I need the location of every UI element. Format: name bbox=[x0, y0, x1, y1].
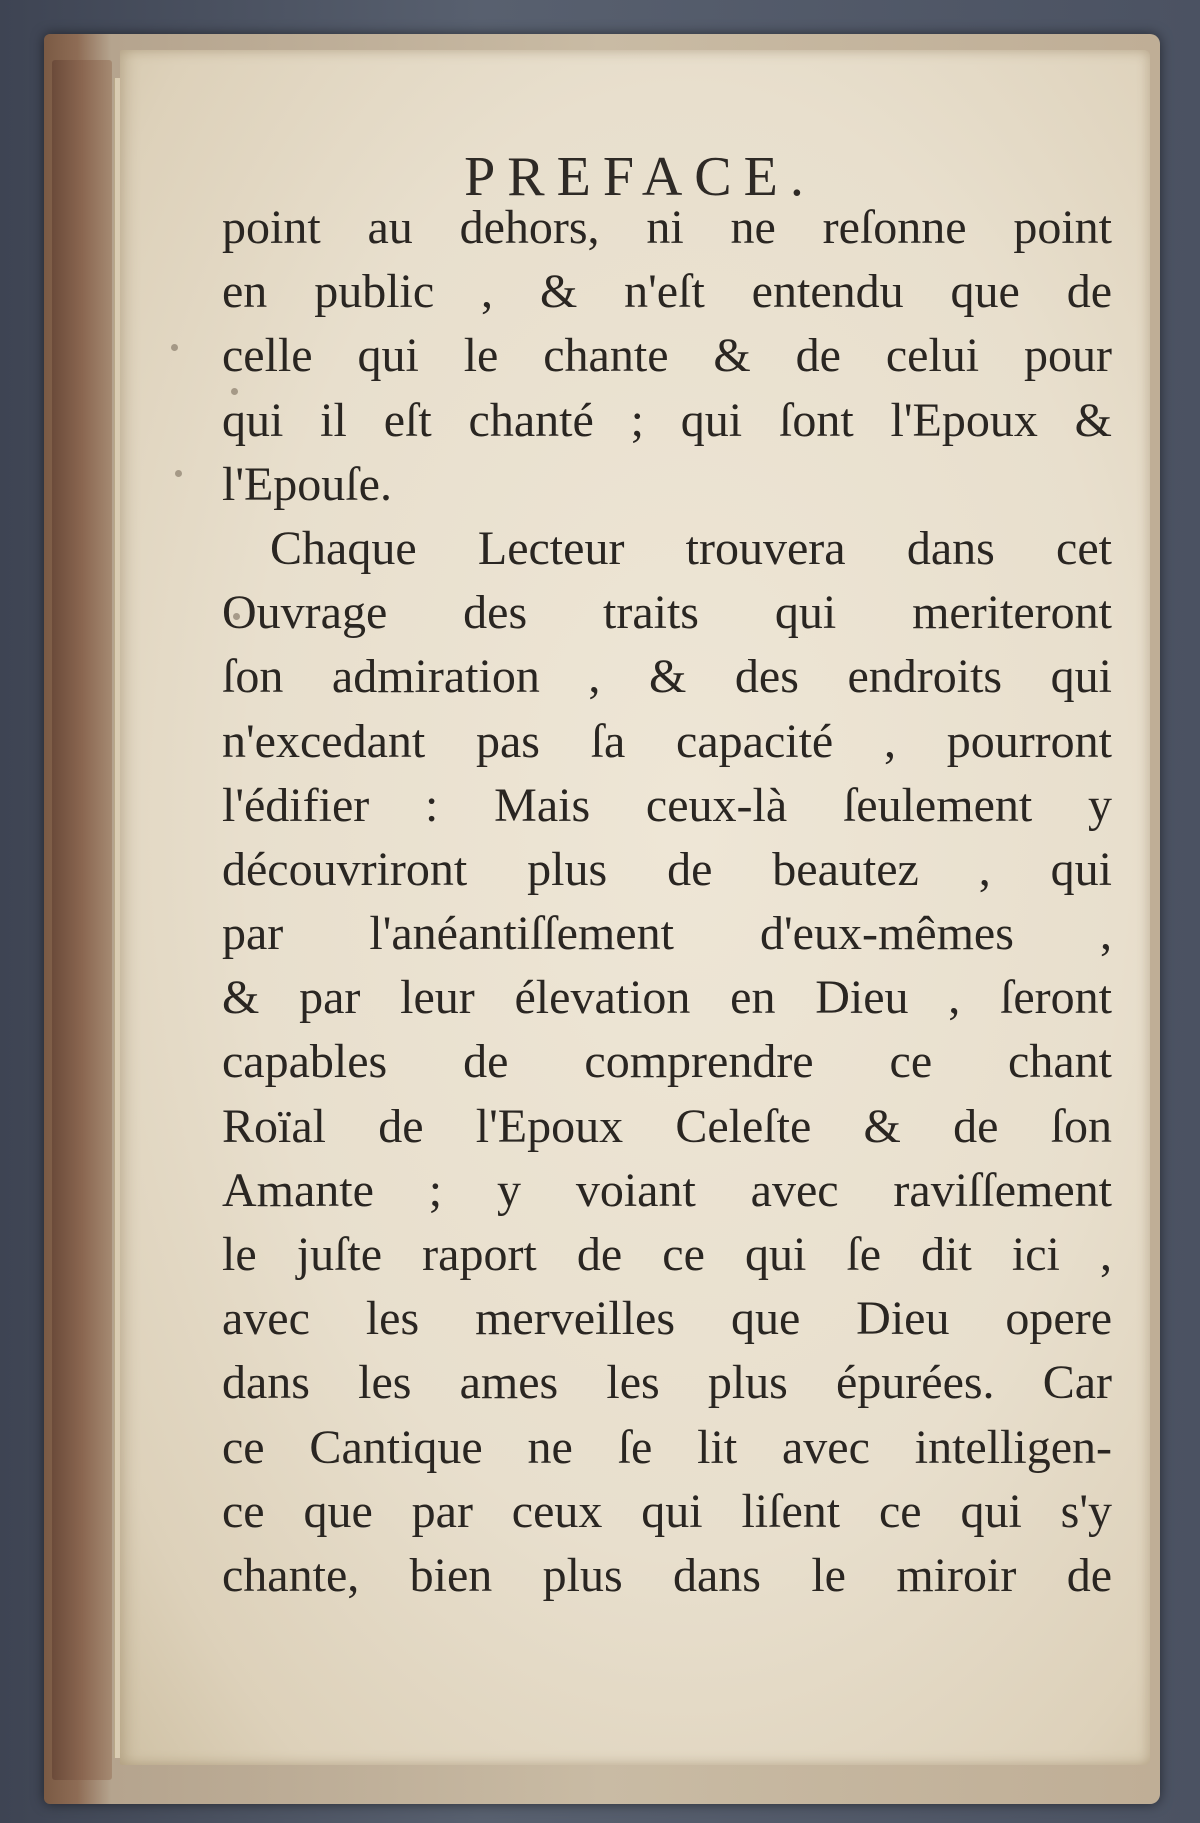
text-line: ſon admiration , & des endroits qui bbox=[222, 650, 1112, 704]
text-line: qui il eſt chanté ; qui ſont l'Epoux & bbox=[222, 393, 1112, 447]
text-line: capables de comprendre ce chant bbox=[222, 1035, 1112, 1089]
text-line: l'Epouſe. bbox=[222, 457, 392, 511]
text-line: ce Cantique ne ſe lit avec intelligen- bbox=[222, 1420, 1112, 1474]
text-line: point au dehors, ni ne reſonne point bbox=[222, 201, 1112, 254]
text-line: & par leur élevation en Dieu , ſeront bbox=[222, 971, 1112, 1025]
text-line: chante, bien plus dans le miroir de bbox=[222, 1548, 1112, 1602]
book-spine bbox=[52, 60, 112, 1780]
text-line: par l'anéantiſſement d'eux-mêmes , bbox=[222, 907, 1112, 961]
text-line: Chaque Lecteur trouvera dans cet bbox=[270, 521, 1112, 575]
ink-speck bbox=[175, 470, 182, 477]
text-line: l'édifier : Mais ceux-là ſeulement y bbox=[222, 778, 1112, 832]
text-line: dans les ames les plus épurées. Car bbox=[222, 1356, 1112, 1410]
text-line: avec les merveilles que Dieu opere bbox=[222, 1292, 1112, 1346]
text-line: Roïal de l'Epoux Celeſte & de ſon bbox=[222, 1099, 1112, 1153]
page-header: PREFACE. bbox=[464, 146, 816, 208]
text-line: le juſte raport de ce qui ſe dit ici , bbox=[222, 1228, 1112, 1281]
text-line: Ouvrage des traits qui meriteront bbox=[222, 586, 1112, 640]
text-line: ce que par ceux qui liſent ce qui s'y bbox=[222, 1484, 1112, 1538]
text-line: celle qui le chante & de celui pour bbox=[222, 329, 1112, 383]
text-line: découvriront plus de beautez , qui bbox=[222, 842, 1112, 896]
text-line: Amante ; y voiant avec raviſſement bbox=[222, 1163, 1112, 1217]
text-line: n'excedant pas ſa capacité , pourront bbox=[222, 714, 1112, 768]
text-line: en public , & n'eſt entendu que de bbox=[222, 265, 1112, 319]
body-text bbox=[222, 196, 1112, 1608]
ink-speck bbox=[171, 344, 178, 351]
